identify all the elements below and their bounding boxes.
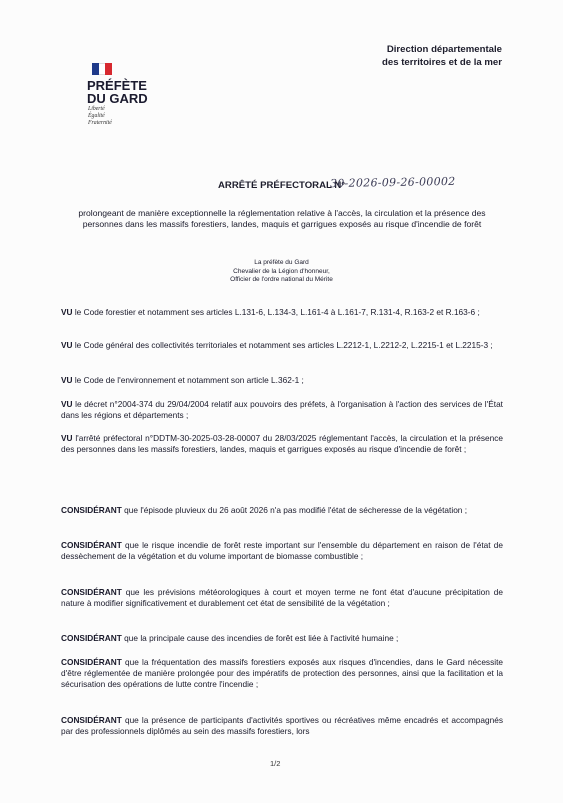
vu-text: le décret n°2004-374 du 29/04/2004 relatif aux pouvoirs des préfets, à l'organisation à l'action des services de l'État dans les régions et départements ; [61, 399, 503, 421]
considerant-text: que le risque incendie de forêt reste important sur l'ensemble du département en raison de l'état de dessèchement de la végétation et du volume important de biomasse combustible ; [61, 540, 503, 562]
vu-text: l'arrêté préfectoral n°DDTM-30-2025-03-28-00007 du 28/03/2025 réglementant l'accès, la circulation et la présence des personnes dans les massifs forestiers, landes, maquis et garrigues exposés au risque d'incendie de forêt ; [61, 433, 503, 455]
handwritten-arrete-number: 30-2026-09-26-00002 [329, 174, 456, 191]
considerant-paragraph [61, 587, 503, 609]
motto-liberte: Liberté [88, 106, 105, 112]
vu-text: le Code forestier et notamment ses articles L.131-6, L.134-3, L.161-4 à L.161-7, R.131-4, R.163-2 et R.163-6 ; [74, 307, 480, 317]
considerant-paragraph [61, 715, 503, 737]
direction-line1: Direction départementale [386, 44, 502, 55]
vu-text: le Code de l'environnement et notamment son article L.362-1 ; [74, 375, 304, 385]
considerant-keyword: CONSIDÉRANT [61, 715, 122, 725]
flag-red-band [105, 63, 112, 75]
considerant-paragraph [61, 540, 503, 562]
considerant-text: que la fréquentation des massifs forestiers exposés aux risques d'incendies, dans le Gard nécessite d'être réglementée de manière prolongée pour des impératifs de protection des personnes, ainsi que la facilitation et la sécurisation des opérations de lutte contre l'incendie ; [61, 657, 503, 690]
motto-fraternite: Fraternité [88, 120, 112, 126]
considerant-keyword: CONSIDÉRANT [61, 540, 122, 550]
prefet-line1: La préfète du Gard [254, 259, 309, 266]
considerant-keyword: CONSIDÉRANT [61, 657, 122, 667]
considerant-text: que l'épisode pluvieux du 26 août 2026 n'a pas modifié l'état de sécheresse de la végétation ; [124, 505, 468, 515]
republic-motto [88, 106, 112, 127]
considerant-text: que les prévisions météorologiques à court et moyen terme ne font état d'aucune précipitation de nature à modifier significativement et durablement cet état de sensibilité de la végétation ; [61, 587, 503, 609]
flag-blue-band [92, 63, 99, 75]
vu-keyword: VU [61, 433, 73, 443]
vu-paragraph [61, 307, 503, 318]
considerant-keyword: CONSIDÉRANT [61, 505, 122, 515]
vu-keyword: VU [61, 307, 73, 317]
vu-keyword: VU [61, 375, 73, 385]
vu-paragraph [61, 399, 503, 421]
logo-title-line1: PRÉFÈTE [87, 78, 147, 93]
prefet-line2: Chevalier de la Légion d'honneur, [233, 267, 330, 275]
vu-paragraph [61, 375, 503, 386]
vu-keyword: VU [61, 399, 73, 409]
considerant-paragraph [61, 505, 503, 516]
vu-paragraph [61, 340, 503, 351]
logo-title-line2: DU GARD [87, 91, 148, 106]
marianne-flag-logo [92, 63, 112, 75]
considerant-text: que la présence de participants d'activités sportives ou récréatives même encadrés et accompagnés par des professionnels diplômés au sein des massifs forestiers, lors [61, 715, 503, 737]
prefet-signature-block [150, 259, 413, 285]
vu-paragraph [61, 433, 503, 455]
vu-text: le Code général des collectivités territoriales et notamment ses articles L.2212-1, L.2212-2, L.2215-1 et L.2215-3 ; [74, 340, 493, 350]
considerant-keyword: CONSIDÉRANT [61, 587, 122, 597]
considerant-paragraph [61, 657, 503, 691]
considerant-paragraph [61, 633, 503, 644]
vu-keyword: VU [61, 340, 73, 350]
considerant-keyword: CONSIDÉRANT [61, 633, 122, 643]
considerant-text: que la principale cause des incendies de forêt est liée à l'activité humaine ; [124, 633, 399, 643]
direction-line2: des territoires et de la mer [382, 57, 502, 68]
flag-white-band [99, 63, 106, 75]
arrete-title: ARRÊTÉ PRÉFECTORAL N° [218, 180, 346, 191]
prefet-line3: Officier de l'ordre national du Mérite [230, 276, 333, 284]
arrete-subtitle: prolongeant de manière exceptionnelle la réglementation relative à l'accès, la circulation et la présence des personnes dans les massifs forestiers, landes, maquis et garrigues exposés au risque d'incendie de forêt [78, 208, 486, 230]
issuing-direction [382, 43, 502, 69]
motto-egalite: Égalité [88, 113, 105, 119]
page-number: 1/2 [270, 759, 281, 768]
prefecture-logo-title [87, 79, 148, 105]
